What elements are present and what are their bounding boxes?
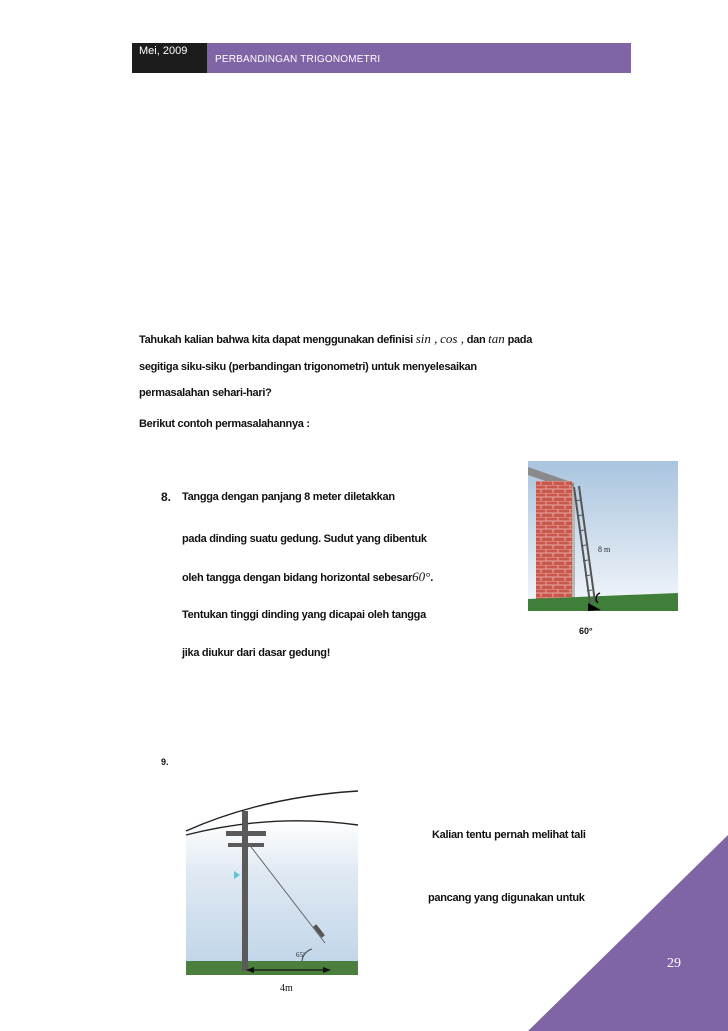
tan-symbol: tan [488,331,505,346]
problem-9-text-2: pancang yang digunakan untuk [428,892,585,904]
angle-60: 60° [412,569,431,584]
cos-symbol: cos , [440,331,464,346]
sin-symbol: sin , [415,331,438,346]
problem-8-line-3: oleh tangga dengan bidang horizontal sebesar60°. [182,569,434,584]
problem-8-line-2: pada dinding suatu gedung. Sudut yang dibentuk [182,533,427,545]
page-number: 29 [667,956,681,971]
pole-angle-label: 65° [296,951,306,959]
problem-9-number: 9. [161,757,169,767]
problem-8-number: 8. [161,490,172,504]
intro-line-2: segitiga siku-siku (perbandingan trigonometri) untuk menyelesaikan [139,361,477,373]
problem-9-text-1: Kalian tentu pernah melihat tali [432,829,586,841]
problem-8-line-1: Tangga dengan panjang 8 meter diletakkan [182,491,395,503]
ladder-angle-label: 60° [579,626,593,636]
header-title: PERBANDINGAN TRIGONOMETRI [207,43,631,73]
intro-line-3: permasalahan sehari-hari? [139,387,272,399]
problem-8-line-4: Tentukan tinggi dinding yang dicapai oleh tangga [182,609,426,621]
ladder-length-label: 8 m [598,545,611,554]
pole-base-label: 4m [280,983,293,994]
intro-line-4: Berikut contoh permasalahannya : [139,418,310,430]
header-date: Mei, 2009 [132,43,207,73]
intro-line-1: Tahukah kalian bahwa kita dapat menggunakan definisi sin , cos , dan tan pada [139,331,533,346]
problem-8-line-5: jika diukur dari dasar gedung! [182,647,331,659]
